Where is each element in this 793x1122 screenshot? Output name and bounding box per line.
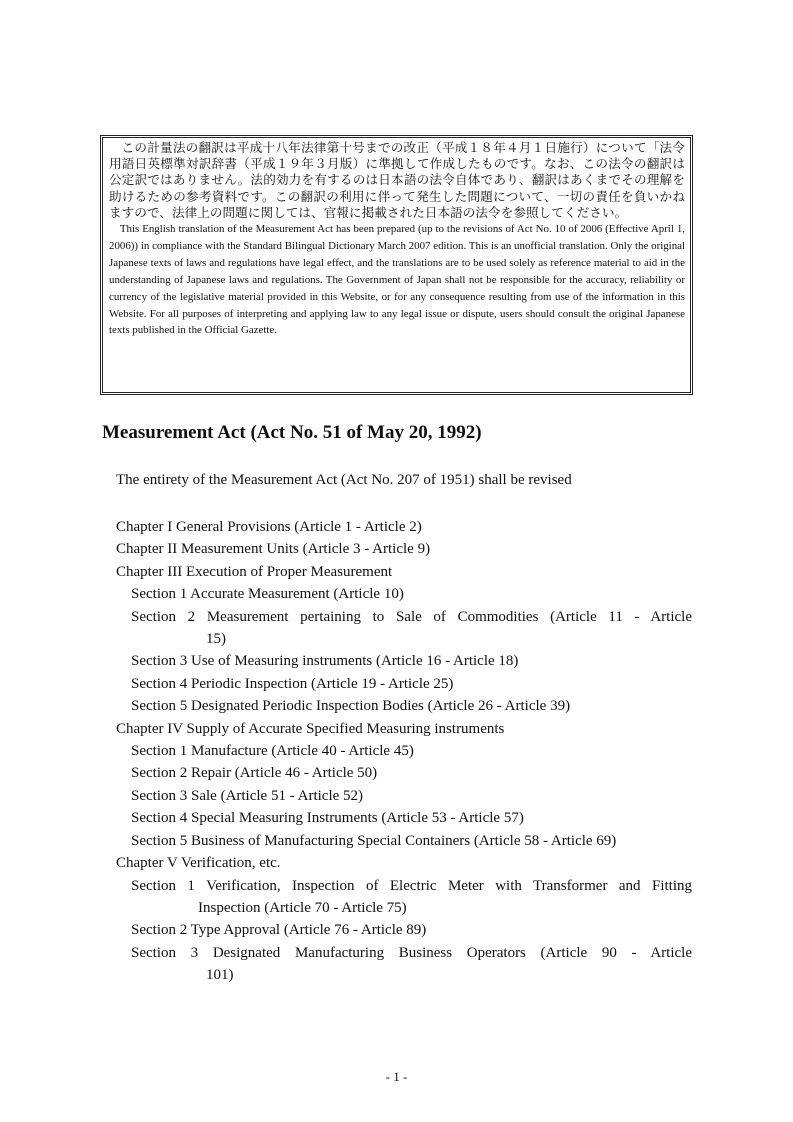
toc-chapter-1: Chapter I General Provisions (Article 1 - Article 2) [116,519,422,535]
toc-ch5-section-2: Section 2 Type Approval (Article 76 - Article 89) [131,922,427,939]
page-number: - 1 - [385,1069,408,1084]
toc-ch4-section-1: Section 1 Manufacture (Article 40 - Article 45) [131,743,414,760]
intro-text: The entirety of the Measurement Act (Act No. 207 of 1951) shall be revised [116,472,572,488]
toc-ch5-section-3: Section 3 Designated Manufacturing Business Operators (Article 90 - Article [131,944,692,961]
toc-chapter-4: Chapter IV Supply of Accurate Specified Measuring instruments [116,720,505,737]
toc-ch3-section-1: Section 1 Accurate Measurement (Article 10) [131,586,404,603]
japanese-notice-text: この計量法の翻訳は平成十八年法律第十号までの改正（平成１８年４月１日施行）について「法令用語日英標準対訳辞書（平成１９年３月版）に準拠して作成したものです。なお、この法令の翻訳は公定訳ではありません。法的効力を有するのは日本語の法令自体であり、翻訳はあくまでその理解を助けるための参考資料です。この翻訳の利用に伴って発生した問題について、一切の責任を負いかねますので、法律上の問題に関しては、官報に掲載された日本語の法令を参照してください。 [109,140,685,220]
toc-chapter-5: Chapter V Verification, etc. [116,855,281,872]
toc-ch3-section-3: Section 3 Use of Measuring instruments (Article 16 - Article 18) [131,653,519,670]
toc-ch3-section-5: Section 5 Designated Periodic Inspection Bodies (Article 26 - Article 39) [131,698,571,715]
toc-chapter-3: Chapter III Execution of Proper Measurement [116,563,393,580]
toc-chapter-2: Chapter II Measurement Units (Article 3 - Article 9) [116,541,431,558]
toc-ch4-section-3: Section 3 Sale (Article 51 - Article 52) [131,787,364,804]
toc-ch3-section-4: Section 4 Periodic Inspection (Article 19 - Article 25) [131,675,454,692]
toc-ch4-section-5: Section 5 Business of Manufacturing Special Containers (Article 58 - Article 69) [131,832,617,849]
english-notice-text: This English translation of the Measurement Act has been prepared (up to the revisions of Act No. 10 of 2006 (Effective April 1, 2006)) in compliance with the Standard Bilingual Dictionary March 2007 edition. This is an unofficial translation. Only the original Japanese texts of laws and regulations have legal effect, and the translations are to be used solely as reference material to aid in the understanding of Japanese laws and regulations. The Government of Japan shall not be responsible for the accuracy, reliability or currency of the legislative material provided in this Website, or for any consequence resulting from use of the information in this Website. For all purposes of interpreting and applying law to any legal issue or dispute, users should consult the original Japanese texts published in the Official Gazette. [109,223,685,337]
toc-ch3-section-2: Section 2 Measurement pertaining to Sale of Commodities (Article 11 - Article [131,608,692,625]
japanese-notice [109,140,685,221]
toc-ch4-section-4: Section 4 Special Measuring Instruments (Article 53 - Article 57) [131,810,524,827]
translation-notice-box [100,135,693,395]
act-title: Measurement Act (Act No. 51 of May 20, 1992) [102,422,482,443]
toc-ch5-section-1: Section 1 Verification, Inspection of Electric Meter with Transformer and Fitting [131,877,692,894]
table-of-contents [116,516,692,987]
toc-ch3-section-2-continued: 15) [206,631,226,648]
toc-ch5-section-3-continued: 101) [206,967,234,984]
toc-ch4-section-2: Section 2 Repair (Article 46 - Article 50) [131,765,378,782]
english-notice [109,221,685,339]
toc-ch5-section-1-continued: Inspection (Article 70 - Article 75) [198,899,407,916]
